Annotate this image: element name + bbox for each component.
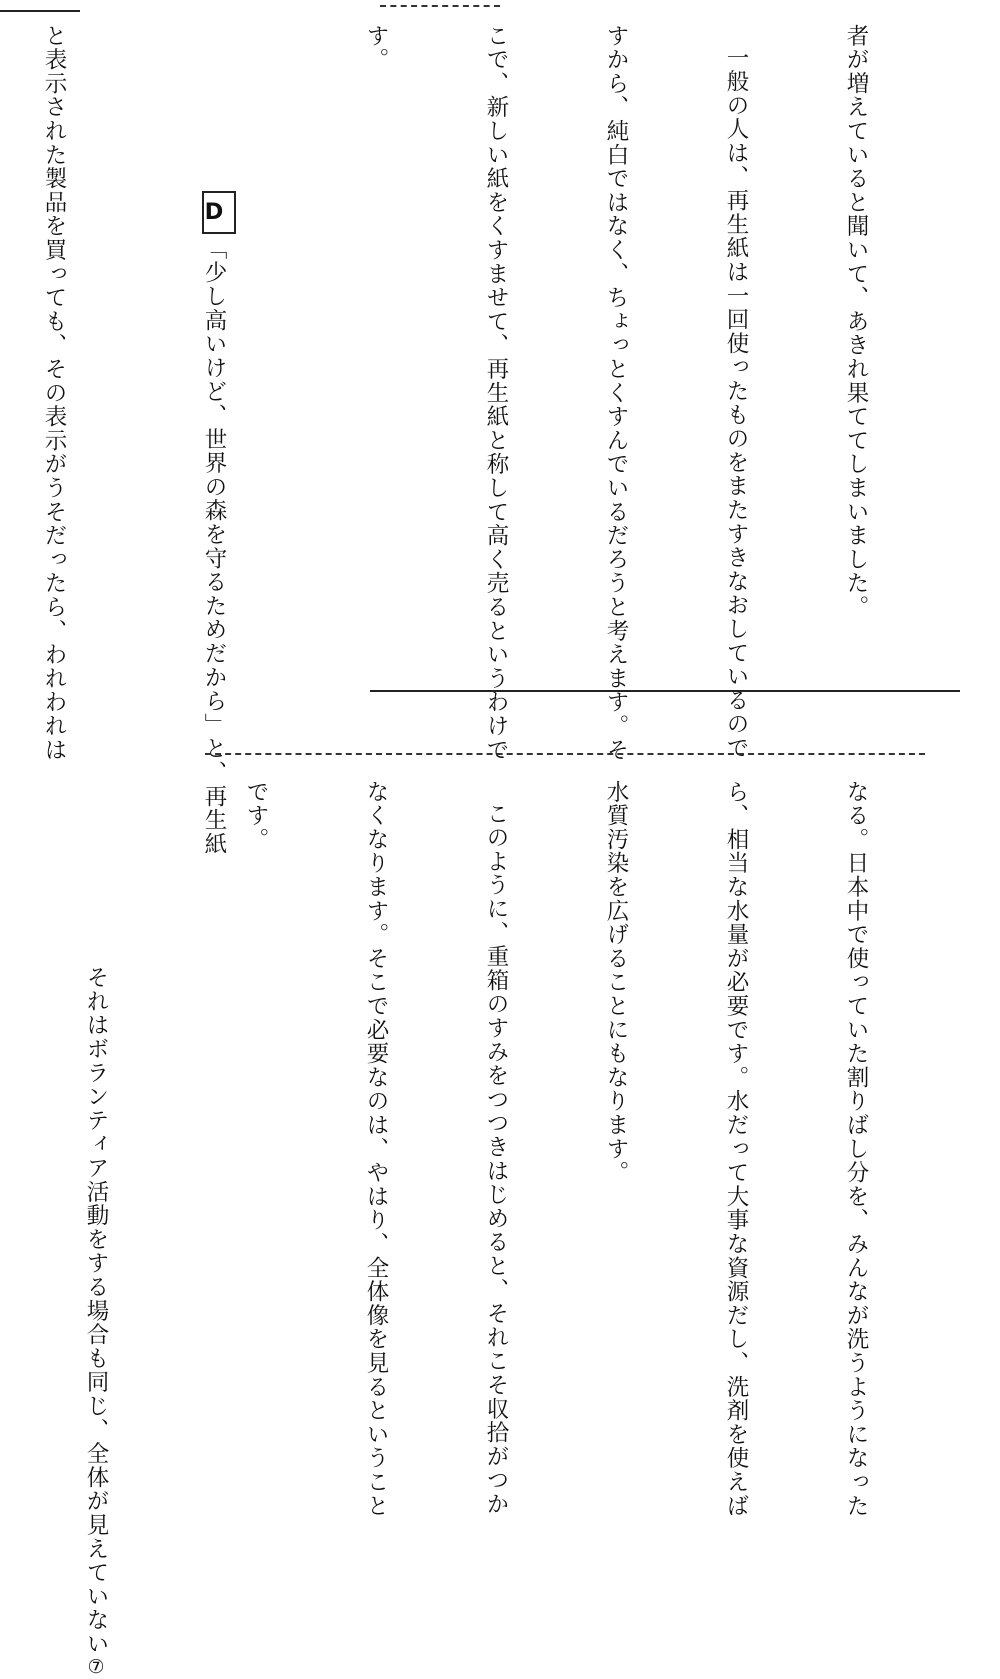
text-line: なる。日本中で使っていた割りばし分を、みんなが洗うようになった (843, 780, 869, 1518)
section-divider-upper (370, 690, 960, 692)
top-text-block (41, 24, 956, 856)
bottom-text-block (83, 780, 956, 1679)
text-line (36, 780, 156, 1679)
text-line: す。 (363, 24, 389, 72)
text-line: 水質汚染を広げることにもなります。 (603, 780, 629, 1185)
text-line: すから、純白ではなく、ちょっとくすんでいるだろうと考えます。そ (603, 24, 629, 762)
paragraph-text: それはボランティア活動をする場合も同じ、全体が見えていない (83, 965, 109, 1657)
top-center-rule (380, 5, 500, 7)
text-line: です。 (243, 780, 269, 852)
question-marker-7: ⑦ (85, 1656, 107, 1679)
text-line: と表示された製品を買っても、その表示がうそだったら、われわれは (41, 24, 67, 762)
paragraph-text: 「少し高いけど、世界の森を守るためだから」と、再生紙 (201, 237, 227, 856)
top-edge-rule (0, 10, 80, 12)
text-line: なくなります。そこで必要なのは、やはり、全体像を見るということ (363, 780, 389, 1518)
text-line: 一般の人は、再生紙は一回使ったものをまたすきなおしているので (723, 46, 749, 760)
text-line: こで、新しい紙をくすませて、再生紙と称して高く売るというわけで (483, 24, 509, 762)
text-line: ら、相当な水量が必要です。水だって大事な資源だし、洗剤を使えば (723, 780, 749, 1518)
section-divider-lower (205, 753, 925, 755)
text-line: 者が増えていると聞いて、あきれ果ててしまいました。 (843, 24, 869, 619)
text-line: このように、重箱のすみをつつきはじめると、それこそ収拾がつか (483, 802, 509, 1516)
section-marker-d: D (202, 191, 236, 234)
